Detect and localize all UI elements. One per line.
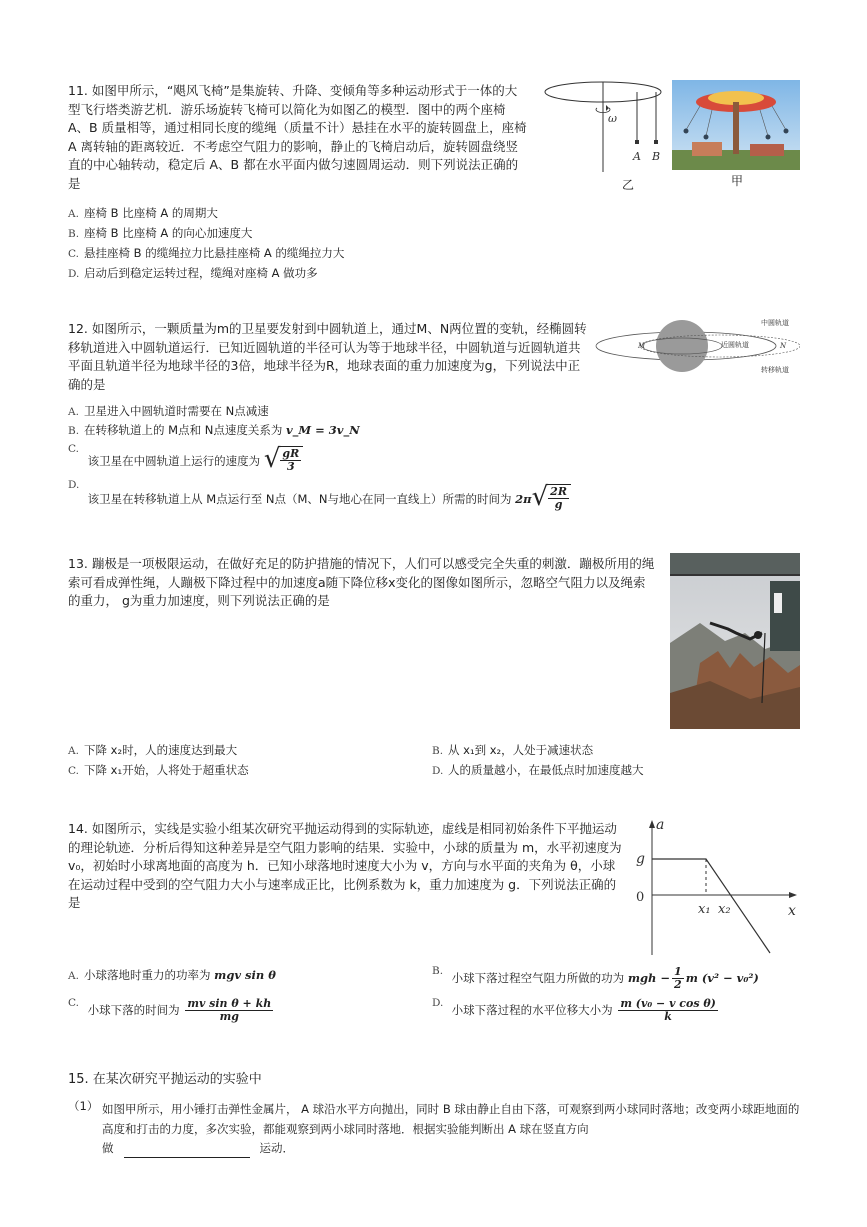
origin-label: 0 xyxy=(636,890,645,905)
q15-title: 15. 在某次研究平抛运动的实验中 xyxy=(68,1072,262,1087)
swing-ride-photo xyxy=(672,80,800,170)
figure-jia-caption: 甲 xyxy=(731,174,744,188)
q11-option-b[interactable]: B. 座椅 B 比座椅 A 的向心加速度大 xyxy=(68,226,253,240)
q14-option-b[interactable]: B. 小球下落过程空气阻力所做的功为 mgh − $\frac{1}{2}$ m (v² − v₀²) xyxy=(432,965,759,991)
q13-stem: 13. 蹦极是一项极限运动，在做好充足的防护措施的情况下，人们可以感受完全失重的刺激．蹦极所用的绳索可看成弹性绳，人蹦极下降过程中的加速度a随下降位移x变化的图像如图所示，忽略空气阻力以及绳索的重力， g为重力加速度，则下列说法正确的是 xyxy=(68,556,655,608)
answer-blank[interactable] xyxy=(124,1145,250,1158)
q14-stem: 14. 如图所示，实线是实验小组某次研究平抛运动得到的实际轨迹，虚线是相同初始条件下平抛运动的理论轨迹．分析后得知这种差异是空气阻力影响的结果．实验中，小球的质量为 m，水平初速度为 v₀，初始时小球离地面的高度为 h．已知小球落地时速度大小为 v，方向与水平面的夹角为 θ，小球在运动过程中受到的空气阻力大小与速率成正比，比例系数为 k，重力加速度为 g．下列说法正确的是 xyxy=(68,821,622,910)
label-near-orbit: 近圆轨道 xyxy=(721,341,749,349)
acceleration-displacement-graph xyxy=(630,815,800,960)
omega-label: ω xyxy=(608,112,617,125)
earth xyxy=(656,320,708,372)
q13-option-d[interactable]: D. 人的质量越小，在最低点时加速度越大 xyxy=(432,763,644,777)
q11-option-d[interactable]: D. 启动后到稳定运转过程，缆绳对座椅 A 做功多 xyxy=(68,266,318,280)
q12-option-b[interactable]: B. 在转移轨道上的 M点和 N点速度关系为 v_M = 3v_N xyxy=(68,423,360,437)
q13-option-a[interactable]: A. 下降 x₂时，人的速度达到最大 xyxy=(68,743,238,757)
seat-a-label: A xyxy=(633,150,641,163)
q12-option-d[interactable]: D. 该卫星在转移轨道上从 M点运行至 N点（M、N与地心在同一直线上）所需的时间为 2π √ $\frac{2R}{g}$ xyxy=(68,476,571,506)
figure-yi-caption: 乙 xyxy=(622,178,635,192)
q14-option-c[interactable]: C. 小球下落的时间为 $\frac{\text{mv sin θ + kh}}{mg}$ xyxy=(68,997,272,1023)
q12-option-a[interactable]: A. 卫星进入中圆轨道时需要在 N点减速 xyxy=(68,404,269,418)
formula-vm-vn: v_M = 3v_N xyxy=(286,423,360,437)
sqrt-2r-over-g: √ $\frac{2R}{g}$ xyxy=(532,482,571,512)
x2-label: x₂ xyxy=(718,902,731,917)
bungee-photo xyxy=(670,553,800,729)
q15-fill-line: 做 运动． xyxy=(102,1139,294,1158)
q13-option-b[interactable]: B. 从 x₁到 x₂，人处于减速状态 xyxy=(432,743,594,757)
q12-option-c[interactable]: C. 该卫星在中圆轨道上运行的速度为 √ $\frac{gR}{3}$ xyxy=(68,440,303,470)
x-axis-label: x xyxy=(788,903,796,919)
q11-options xyxy=(68,204,344,284)
g-label: g xyxy=(636,851,645,867)
label-M: M xyxy=(638,342,646,350)
q15-sub-number: （1） xyxy=(68,1099,99,1113)
q11-stem: 11. 如图甲所示，“飓风飞椅”是集旋转、升降、变倾角等多种运动形式于一体的大型飞行塔类游艺机．游乐场旋转飞椅可以简化为如图乙的模型．图中的两个座椅 A、B 质量相等，通过相同长度的缆绳（质量不计）悬挂在水平的旋转圆盘上，座椅 A 离转轴的距离较近．不考虑空气阻力的影响，静止的飞椅启动后，旋转圆盘绕竖直的中心轴转动，稳定后 A、B 都在水平面内做匀速圆周运动．则下列说法正确的是 xyxy=(68,83,527,191)
q15-sub-text: 如图甲所示，用小锤打击弹性金属片， A 球沿水平方向抛出，同时 B 球由静止自由下落，可观察到两小球同时落地；改变两小球距地面的高度和打击的力度，多次实验，都能观察到两小球同时落地．根据实验能判断出 A 球在竖直方向 xyxy=(102,1102,800,1136)
q12-orbit-figure xyxy=(590,315,800,381)
x1-label: x₁ xyxy=(698,902,711,917)
label-transfer-orbit: 转移轨道 xyxy=(761,366,789,374)
label-mid-orbit: 中圆轨道 xyxy=(761,319,789,327)
acceleration-line xyxy=(652,859,770,953)
q13-option-c[interactable]: C. 下降 x₁开始，人将处于超重状态 xyxy=(68,763,249,777)
q12-stem: 12. 如图所示，一颗质量为m的卫星要发射到中圆轨道上，通过M、N两位置的变轨，经椭圆转移轨道进入中圆轨道运行．已知近圆轨道的半径可认为等于地球半径，中圆轨道与近圆轨道共平面且轨道半径为地球半径的3倍，地球半径为R，地球表面的重力加速度为g，下列说法中正确的是 xyxy=(68,321,587,392)
q11-option-a[interactable]: A. 座椅 B 比座椅 A 的周期大 xyxy=(68,206,218,220)
q11-figure-yi xyxy=(540,78,665,190)
y-axis-label: a xyxy=(656,817,665,833)
q14-option-d[interactable]: D. 小球下落过程的水平位移大小为 $\frac{\text{m (v₀ − v cos θ)}}{k}$ xyxy=(432,997,716,1023)
q11-option-c[interactable]: C. 悬挂座椅 B 的缆绳拉力比悬挂座椅 A 的缆绳拉力大 xyxy=(68,246,345,260)
q14-option-a[interactable]: A. 小球落地时重力的功率为 mgv sin θ xyxy=(68,968,276,982)
label-N: N xyxy=(780,342,787,350)
seat-b-label: B xyxy=(652,150,661,163)
sqrt-gr-over-3: √ $\frac{gR}{3}$ xyxy=(264,444,303,474)
